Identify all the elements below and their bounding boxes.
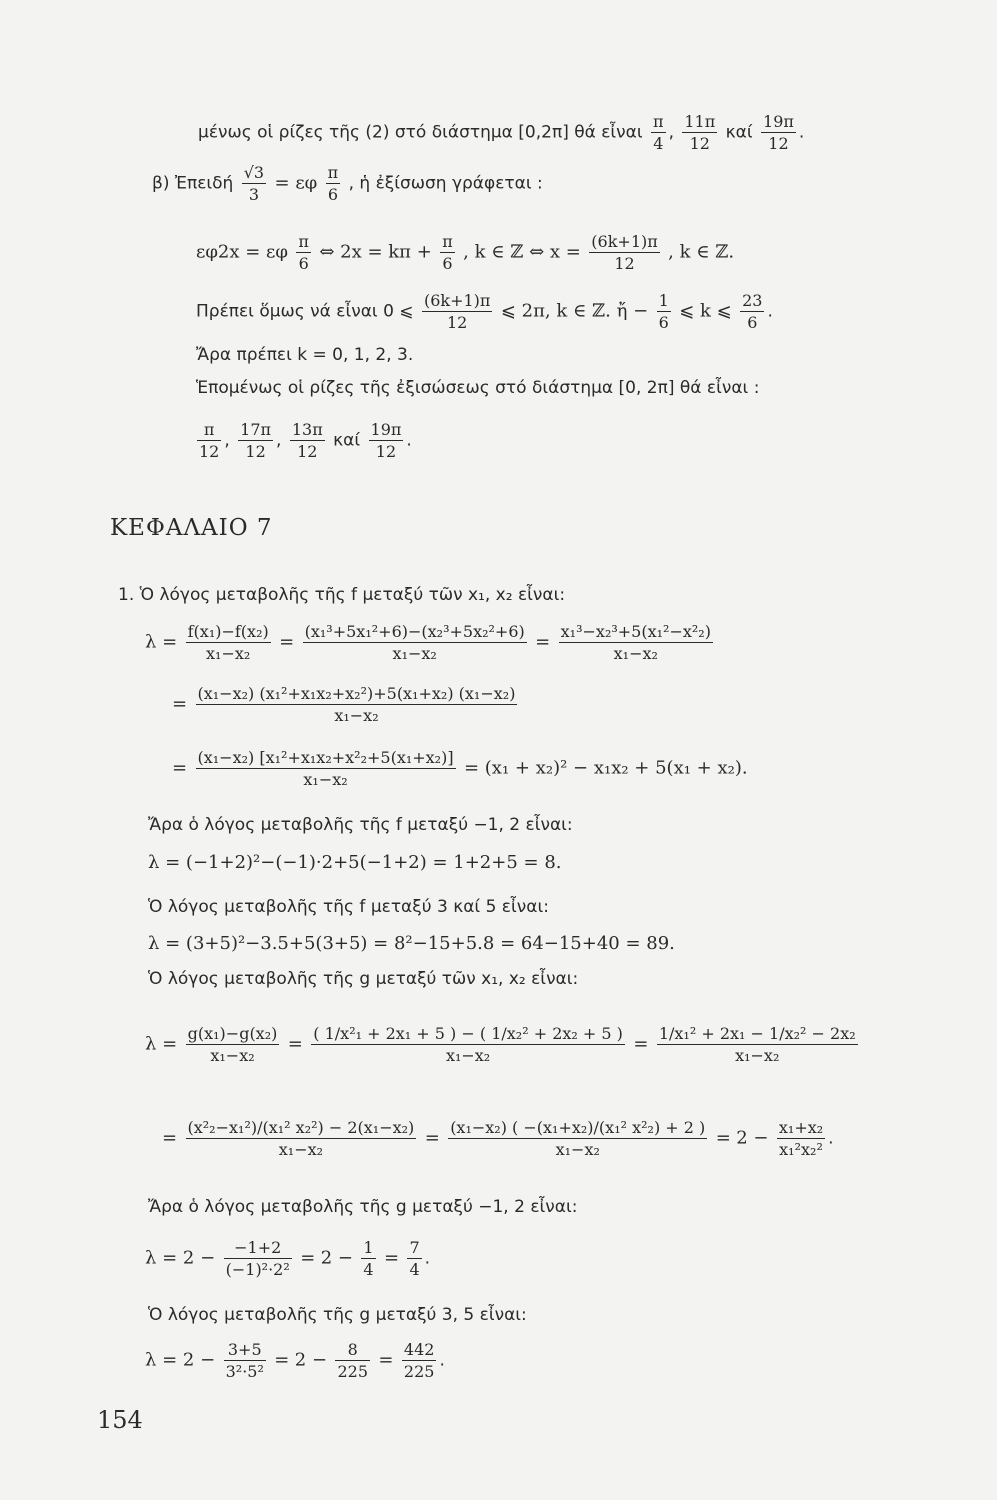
text-line: β) Ἐπειδή $\frac{√3}{3}$ = εφ $\frac{\pi}{6}$ , ἡ ἐξίσωση γράφεται :	[152, 163, 543, 204]
text-line: $\frac{\pi}{12}$ , $\frac{17\pi}{12}$ , $\frac{13\pi}{12}$ καί $\frac{19\pi}{12}$ .	[199, 420, 412, 461]
sentence: μένως οἱ ρίζες τῆς (2) στό διάστημα [0,2π] θά εἶναι	[198, 122, 643, 143]
fraction: $\frac{\pi}{6}$	[298, 232, 309, 273]
text-line: εφ2x = εφ $\frac{\pi}{6}$ ⇔ 2x = kπ + $\frac{\pi}{6}$ , k ∈ ℤ ⇔ x = $\frac{(6k+1)\pi}{12}$ , k ∈ ℤ.	[196, 232, 735, 273]
equation: λ = (−1+2)²−(−1)·2+5(−1+2) = 1+2+5 = 8.	[148, 852, 562, 873]
fraction: $\frac{\pi}{12}$	[199, 420, 220, 461]
fraction: $\frac{11\pi}{12}$	[684, 112, 716, 153]
fraction: $\frac{13\pi}{12}$	[291, 420, 323, 461]
fraction: $\frac{(6k+1)\pi}{12}$	[423, 291, 491, 332]
text-line: 1. Ὁ λόγος μεταβολῆς τῆς f μεταξύ τῶν x₁, x₂ εἶναι:	[118, 585, 566, 605]
text-line: Ὁ λόγος μεταβολῆς τῆς g μεταξύ 3, 5 εἶναι:	[148, 1305, 527, 1325]
fraction: $\frac{19\pi}{12}$	[763, 112, 794, 153]
text-line: Ὁ λόγος μεταβολῆς τῆς f μεταξύ 3 καί 5 εἶναι:	[148, 897, 549, 917]
fraction: $\frac{(6k+1)\pi}{12}$	[591, 232, 658, 273]
equation: = $\frac{\text{(x₁−x₂) (x₁²+x₁x₂+x₂²)+5(x₁+x₂) (x₁−x₂)}}{\text{x₁−x₂}}$	[172, 684, 516, 725]
fraction: $\frac{1}{6}$	[658, 291, 669, 332]
text-line: Ὁ λόγος μεταβολῆς τῆς g μεταξύ τῶν x₁, x₂ εἶναι:	[148, 969, 579, 989]
text-line: μένως οἱ ρίζες τῆς (2) στό διάστημα [0,2π] θά εἶναι $\frac{\pi}{4}$ , $\frac{11\pi}{12}$ καί $\frac{19\pi}{12}$ .	[198, 112, 805, 153]
fraction: $\frac{23}{6}$	[742, 291, 763, 332]
text-line: Ἄρα ὁ λόγος μεταβολῆς τῆς f μεταξύ −1, 2 εἶναι:	[148, 815, 573, 835]
fraction: $\frac{17\pi}{12}$	[240, 420, 272, 461]
chapter-title: ΚΕΦΑΛΑΙΟ 7	[110, 515, 273, 541]
fraction: $\frac{\pi}{6}$	[327, 163, 339, 204]
fraction: $\frac{√3}{3}$	[243, 163, 265, 204]
equation: = $\frac{\text{(x²₂−x₁²)/(x₁² x₂²) − 2(x₁−x₂)}}{\text{x₁−x₂}}$ = $\frac{\text{(x₁−x₂) ( −(x₁+x₂)/(x₁² x²₂) + 2 )}}{\text{x₁−x₂}}$ = 2 − $\frac{\text{x₁+x₂}}{\text{x₁²x₂²}}$ .	[162, 1118, 834, 1159]
fraction: $\frac{19\pi}{12}$	[370, 420, 402, 461]
equation: λ = $\frac{\text{g(x₁)−g(x₂)}}{\text{x₁−x₂}}$ = $\frac{\text{( 1/x²₁ + 2x₁ + 5 ) − ( 1/x₂² + 2x₂ + 5 )}}{\text{x₁−x₂}}$ = $\frac{\text{1/x₁² + 2x₁ − 1/x₂² − 2x₂}}{\text{x₁−x₂}}$	[145, 1024, 856, 1065]
equation: λ = 2 − $\frac{3+5}{\text{3²·5²}}$ = 2 − $\frac{8}{225}$ = $\frac{442}{225}$ .	[145, 1340, 445, 1381]
equation: = $\frac{\text{(x₁−x₂) [x₁²+x₁x₂+x²₂+5(x₁+x₂)]}}{\text{x₁−x₂}}$ = (x₁ + x₂)² − x₁x₂ + 5(x₁ + x₂).	[172, 748, 748, 789]
equation: λ = 2 − $\frac{-1+2}{\text{(−1)²·2²}}$ = 2 − $\frac{1}{4}$ = $\frac{7}{4}$ .	[145, 1238, 431, 1279]
text-line: Πρέπει ὅμως νά εἶναι 0 ⩽ $\frac{(6k+1)\pi}{12}$ ⩽ 2π, k ∈ ℤ. ἤ − $\frac{1}{6}$ ⩽ k ⩽ $\frac{23}{6}$ .	[196, 291, 773, 332]
equation: λ = $\frac{\text{f(x₁)−f(x₂)}}{\text{x₁−x₂}}$ = $\frac{\text{(x₁³+5x₁²+6)−(x₂³+5x₂²+6)}}{\text{x₁−x₂}}$ = $\frac{\text{x₁³−x₂³+5(x₁²−x²₂)}}{\text{x₁−x₂}}$	[145, 622, 711, 663]
fraction: $\frac{\pi}{4}$	[653, 112, 664, 153]
fraction: $\frac{\pi}{6}$	[442, 232, 453, 273]
equation: λ = (3+5)²−3.5+5(3+5) = 8²−15+5.8 = 64−15+40 = 89.	[148, 933, 675, 954]
text-line: Ἄρα ὁ λόγος μεταβολῆς τῆς g μεταξύ −1, 2 εἶναι:	[148, 1197, 578, 1217]
page-number: 154	[97, 1406, 143, 1434]
text-line: Ἄρα πρέπει k = 0, 1, 2, 3.	[196, 345, 414, 365]
text-line: Ἑπομένως οἱ ρίζες τῆς ἐξισώσεως στό διάστημα [0, 2π] θά εἶναι :	[196, 378, 760, 398]
